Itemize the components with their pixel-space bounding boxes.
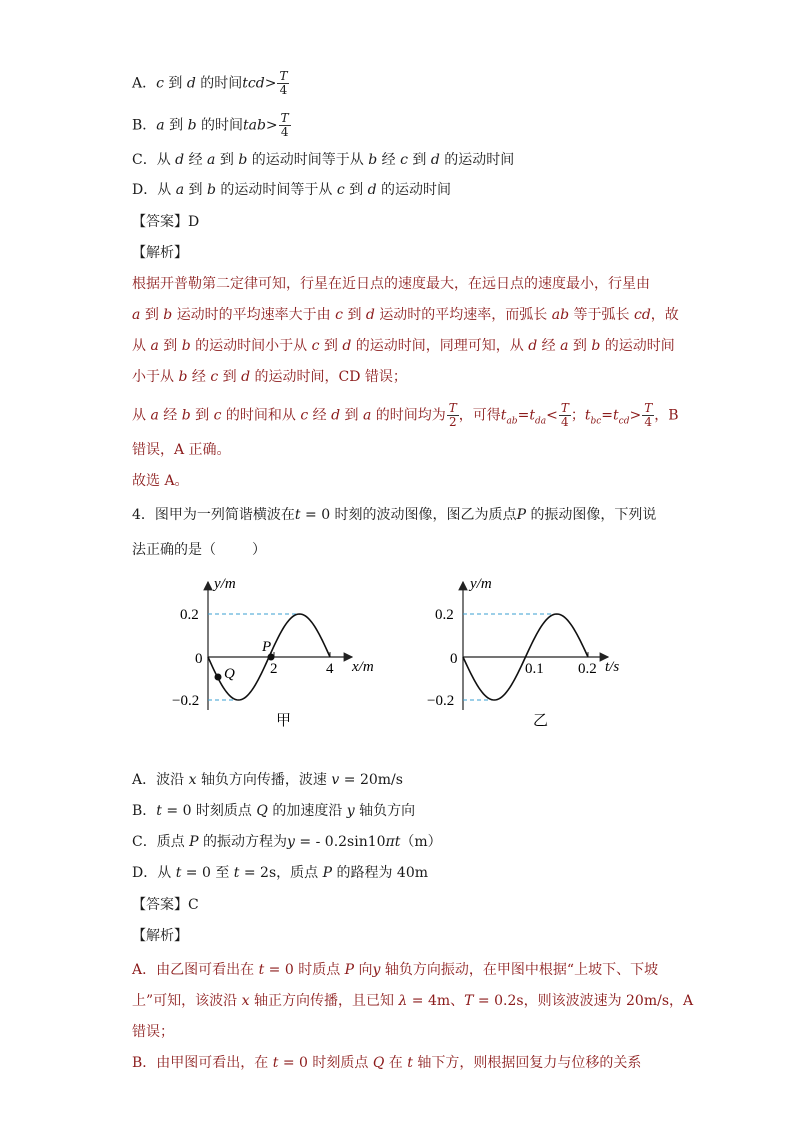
y-label: y/m [214,576,236,592]
option-c-q3: C．从 d 经 a 到 b 的运动时间等于从 b 经 c 到 d 的运动时间 [132,152,515,168]
analysis-q3-line1: 根据开普勒第二定律可知，行星在近日点的速度最大，在远日点的速度最小，行星由 [132,276,650,292]
analysis-q4-line3: 错误； [132,1024,174,1040]
fraction: $\frac{T}{4}$ [644,401,653,429]
ytick-zero: 0 [450,651,458,667]
analysis-q3-line2: a 到 b 运动时的平均速率大于由 c 到 d 运动时的平均速率，而弧长 ab 等于弧长 cd，故 [132,307,679,323]
x-label: x/m [352,659,374,675]
analysis-q3-line6: 错误，A 正确。 [132,442,231,458]
point-q [215,674,222,681]
analysis-label-q4: 【解析】 [132,928,188,944]
xtick-4: 4 [326,661,334,677]
option-b-q4: B．t = 0 时刻质点 Q 的加速度沿 y 轴负方向 [132,803,416,819]
fraction: $\frac{T}{4}$ [560,401,569,429]
answer-q3: 【答案】D [132,214,200,230]
analysis-q3-line7: 故选 A。 [132,473,189,489]
option-d-q4: D．从 t = 0 至 t = 2s，质点 P 的路程为 40m [132,865,429,881]
analysis-label-q3: 【解析】 [132,245,188,261]
ytick-bottom: −0.2 [172,693,200,709]
analysis-q3-line5: 从 a 经 b 到 c 的时间和从 c 经 d 到 a 的时间均为 $\frac{T}{2}$ ，可得$t_{ab}=t_{da}<$ $\frac{T}{4}$ ；$t_{bc}=t_{cd}>$ $\frac{T}{4}$ ，B [132,401,679,429]
ytick-zero: 0 [195,651,203,667]
answer-q4: 【答案】C [132,897,199,913]
fraction: $\frac{T}{2}$ [448,401,457,429]
analysis-q4-line4: B．由甲图可看出，在 t = 0 时刻质点 Q 在 t 轴下方，则根据回复力与位移的关系 [132,1055,642,1071]
wave-graphs [0,570,794,740]
option-c-q4: C．质点 P 的振动方程为y = - 0.2sin10πt（m） [132,834,442,850]
caption-yi: 乙 [533,713,549,729]
option-a-q4: A．波沿 x 轴负方向传播，波速 v = 20m/s [132,772,403,788]
fraction: $\frac{T}{4}$ [280,111,289,139]
analysis-q3-line3: 从 a 到 b 的运动时间小于从 c 到 d 的运动时间，同理可知，从 d 经 a 到 b 的运动时间 [132,338,675,354]
option-b-q3: B．a 到 b 的时间tab> $\frac{T}{4}$ [132,111,289,139]
graph-yi [427,576,619,729]
analysis-q3-line4: 小于从 b 经 c 到 d 的运动时间，CD 错误； [132,369,407,385]
x-label: t/s [605,659,620,675]
xtick-2: 2 [270,661,278,677]
label-p: P [262,639,272,655]
xtick-0-2: 0.2 [578,661,597,677]
fraction: $\frac{T}{4}$ [279,69,288,97]
ytick-top: 0.2 [180,607,199,623]
option-a-q3: A．c 到 d 的时间tcd> $\frac{T}{4}$ [132,69,288,97]
caption-jia: 甲 [276,713,292,729]
question-4-stem-line1: 4．图甲为一列简谐横波在t = 0 时刻的波动图像，图乙为质点P 的振动图像，下列说 [132,507,657,523]
label-q: Q [224,666,235,682]
question-4-stem-line2: 法正确的是（ ） [132,542,266,558]
option-d-q3: D．从 a 到 b 的运动时间等于从 c 到 d 的运动时间 [132,182,451,198]
xtick-0-1: 0.1 [525,661,544,677]
ytick-top: 0.2 [435,607,454,623]
graph-jia [172,576,374,729]
y-label: y/m [470,576,492,592]
analysis-q4-line2: 上”可知，该波沿 x 轴正方向传播，且已知 λ = 4m、T = 0.2s，则该波波速为 20m/s，A [132,993,694,1009]
analysis-q4-line1: A．由乙图可看出在 t = 0 时质点 P 向y 轴负方向振动，在甲图中根据“上坡下、下坡 [132,962,659,978]
ytick-bottom: −0.2 [427,693,455,709]
